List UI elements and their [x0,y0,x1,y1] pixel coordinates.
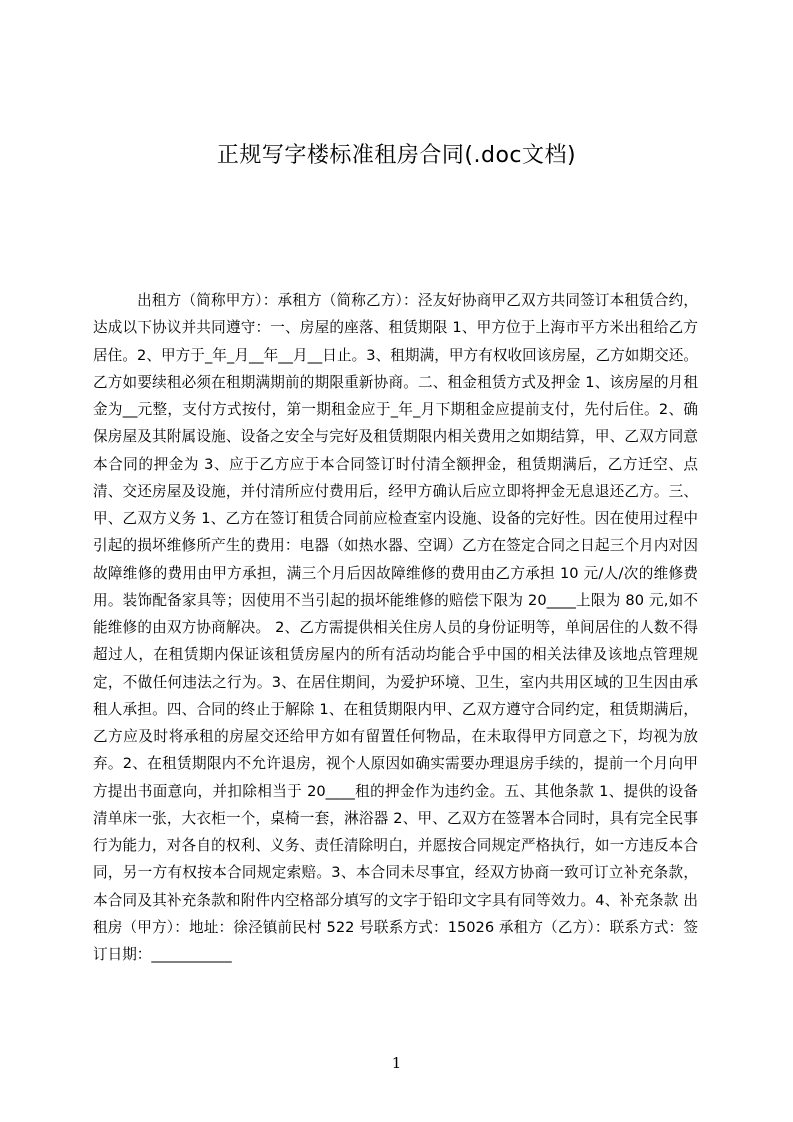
document-title: 正规写字楼标准租房合同(.doc文档) [216,143,577,168]
page-number: 1 [391,1054,402,1072]
contract-body-paragraph [93,287,698,1017]
contract-body-text: 出租方（简称甲方）：承租方（简称乙方）：泾友好协商甲乙双方共同签订本租赁合约，达成以下协议并共同遵守：一、房屋的座落、租赁期限 1、甲方位于上海市平方米出租给乙方居住。2、甲方于_年_月__年__月__日止。3、租期满，甲方有权收回该房屋，乙方如期交还。乙方如要续租必须在租期满期前的期限重新协商。二、租金租赁方式及押金 1、该房屋的月租金为__元整，支付方式按付，第一期租金应于_年_月下期租金应提前支付，先付后住。2、确保房屋及其附属设施、设备之安全与完好及租赁期限内相关费用之如期结算，甲、乙双方同意本合同的押金为 3、应于乙方应于本合同签订时付清全额押金，租赁期满后，乙方迁空、点清、交还房屋及设施，并付清所应付费用后，经甲方确认后应立即将押金无息退还乙方。三、甲、乙双方义务 1、乙方在签订租赁合同前应检查室内设施、设备的完好性。因在使用过程中引起的损坏维修所产生的费用：电器（如热水器、空调）乙方在签定合同之日起三个月内对因故障维修的费用由甲方承担，满三个月后因故障维修的费用由乙方承担 10 元/人/次的维修费用。装饰配备家具等；因使用不当引起的损坏能维修的赔偿下限为 20____上限为 80 元,如不能维修的由双方协商解决。 2、乙方需提供相关住房人员的身份证明等，单间居住的人数不得超过人，在租赁期内保证该租赁房屋内的所有活动均能合乎中国的相关法律及该地点管理规定，不做任何违法之行为。3、在居住期间，为爱护环境、卫生，室内共用区域的卫生因由承租人承担。四、合同的终止于解除 1、在租赁期限内甲、乙双方遵守合同约定，租赁期满后，乙方应及时将承租的房屋交还给甲方如有留置任何物品，在未取得甲方同意之下，均视为放弃。2、在租赁期限内不允许退房，视个人原因如确实需要办理退房手续的，提前一个月向甲方提出书面意向，并扣除相当于 20____租的押金作为违约金。五、其他条款 1、提供的设备清单床一张，大衣柜一个，桌椅一套，淋浴器 2、甲、乙双方在签署本合同时，具有完全民事行为能力，对各自的权利、义务、责任清除明白，并愿按合同规定严格执行，如一方违反本合同，另一方有权按本合同规定索赔。3、本合同未尽事宜，经双方协商一致可订立补充条款，本合同及其补充条款和附件内空格部分填写的文字于铅印文字具有同等效力。4、补充条款 出租房（甲方）：地址：徐泾镇前民村 522 号联系方式：15026 承租方（乙方）：联系方式：签订日期：___________ [93,292,698,963]
